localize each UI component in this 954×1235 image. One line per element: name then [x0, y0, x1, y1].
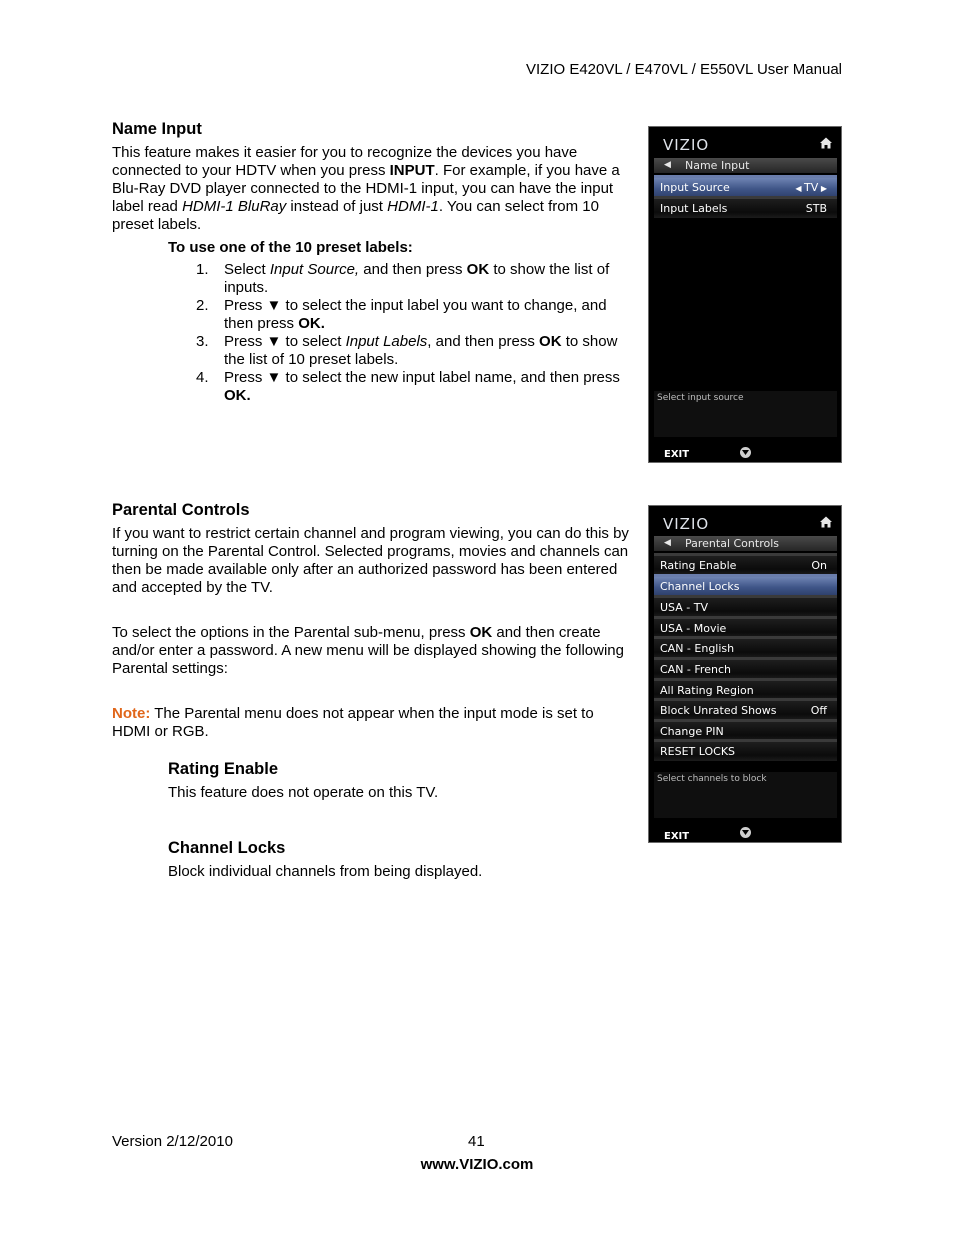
menu-hint: Select input source: [654, 391, 837, 437]
vizio-logo: VIZIO: [663, 515, 710, 533]
menu-item-reset-locks[interactable]: RESET LOCKS: [654, 739, 837, 761]
home-icon[interactable]: [819, 136, 833, 150]
breadcrumb[interactable]: ◀ Parental Controls: [654, 536, 837, 551]
tv-menu-parental-controls: [648, 505, 842, 843]
footer-url: www.VIZIO.com: [420, 1156, 534, 1173]
channel-locks-heading: Channel Locks: [168, 839, 286, 857]
exit-button[interactable]: EXIT: [664, 831, 690, 842]
parental-note: Note: The Parental menu does not appear when the input mode is set to HDMI or RGB.: [112, 705, 594, 740]
menu-item-channel-locks[interactable]: Channel Locks: [654, 574, 837, 596]
right-arrow-icon: ▶: [818, 184, 827, 193]
down-arrow-icon[interactable]: [740, 447, 751, 458]
manual-title: VIZIO E420VL / E470VL / E550VL User Manual: [525, 61, 842, 78]
menu-item-input-labels[interactable]: Input Labels STB: [654, 196, 837, 218]
menu-item-change-pin[interactable]: Change PIN: [654, 719, 837, 741]
menu-item-usa-movie[interactable]: USA - Movie: [654, 616, 837, 638]
preset-steps-heading: To use one of the 10 preset labels:: [168, 239, 413, 256]
page-number: 41: [468, 1133, 485, 1150]
down-arrow-icon[interactable]: [740, 827, 751, 838]
parental-controls-heading: Parental Controls: [112, 501, 250, 519]
menu-item-can-french[interactable]: CAN - French: [654, 657, 837, 679]
preset-steps-list: [168, 261, 636, 405]
name-input-intro: This feature makes it easier for you to recognize the devices you have connected to your HDTV when you press INPUT. For example, if you have a Blu-Ray DVD player connected to the HDMI-1 input, you can have the input label read HDMI-1 BluRay instead of just HDMI-1. You can select from 10 preset labels.: [112, 144, 620, 233]
menu-item-usa-tv[interactable]: USA - TV: [654, 595, 837, 617]
footer-version: Version 2/12/2010: [112, 1133, 233, 1150]
step-1: 1. Select Input Source, and then press OK to show the list of inputs.: [196, 261, 610, 296]
name-input-heading: Name Input: [112, 120, 202, 138]
menu-item-can-english[interactable]: CAN - English: [654, 636, 837, 658]
menu-item-rating-enable[interactable]: Rating Enable On: [654, 553, 837, 575]
menu-item-all-rating-region[interactable]: All Rating Region: [654, 678, 837, 700]
home-icon[interactable]: [819, 515, 833, 529]
rating-enable-text: This feature does not operate on this TV.: [168, 784, 439, 801]
breadcrumb[interactable]: ◀ Name Input: [654, 158, 837, 173]
vizio-logo: VIZIO: [663, 136, 710, 154]
step-3: 3. Press ▼ to select Input Labels, and then press OK to show the list of 10 preset labels.: [196, 333, 618, 368]
left-arrow-icon: ◀: [795, 184, 805, 193]
rating-enable-heading: Rating Enable: [168, 760, 279, 778]
step-4: 4. Press ▼ to select the new input label name, and then press OK.: [196, 369, 620, 404]
menu-item-input-source[interactable]: Input Source ◀ TV ▶: [654, 175, 837, 198]
back-arrow-icon[interactable]: ◀: [664, 538, 671, 548]
parental-intro: If you want to restrict certain channel and program viewing, you can do this by turning on the Parental Control. Selected programs, movies and channels can then be made available only after an authorized password has been entered and accepted by the TV.: [112, 525, 629, 596]
menu-hint: Select channels to block: [654, 772, 837, 818]
parental-instructions: To select the options in the Parental sub-menu, press OK and then create and/or enter a password. A new menu will be displayed showing the following Parental settings:: [112, 624, 624, 677]
back-arrow-icon[interactable]: ◀: [664, 160, 671, 170]
tv-menu-name-input: [648, 126, 842, 463]
menu-item-block-unrated-shows[interactable]: Block Unrated Shows Off: [654, 698, 837, 720]
channel-locks-text: Block individual channels from being displayed.: [168, 863, 483, 880]
exit-button[interactable]: EXIT: [664, 449, 690, 460]
step-2: 2. Press ▼ to select the input label you want to change, and then press OK.: [196, 297, 607, 332]
